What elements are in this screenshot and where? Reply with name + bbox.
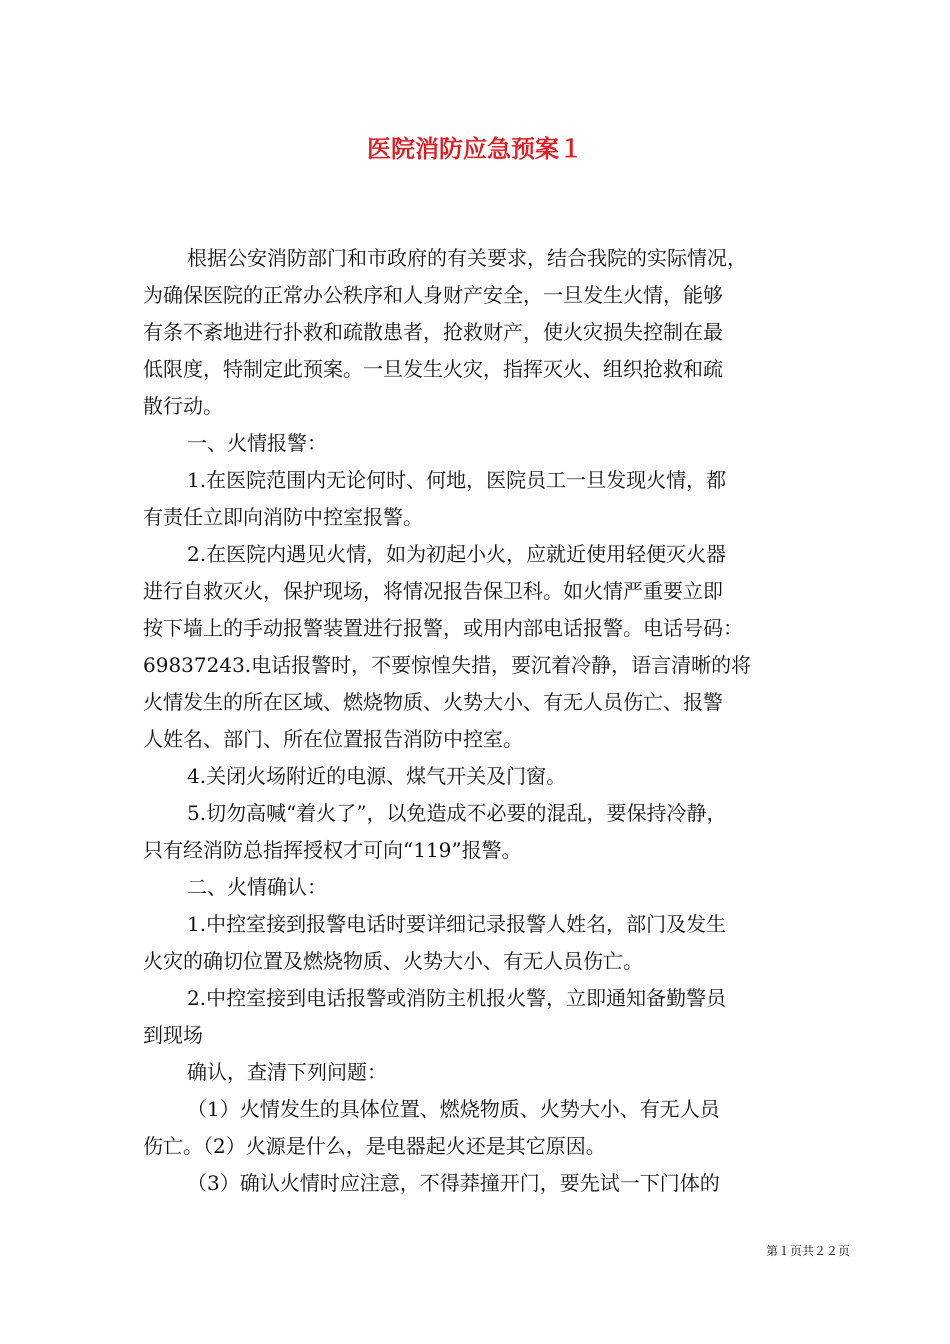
body-line: 1.在医院范围内无论何时、何地，医院员工一旦发现火情，都 (187, 468, 727, 492)
document-title: 医院消防应急预案１ (367, 134, 583, 163)
body-line: 进行自救灭火，保护现场，将情况报告保卫科。如火情严重要立即 (143, 579, 723, 603)
body-line: 只有经消防总指挥授权才可向“119”报警。 (143, 838, 522, 862)
body-line: （1）火情发生的具体位置、燃烧物质、火势大小、有无人员 (187, 1097, 720, 1121)
body-line: 4.关闭火场附近的电源、煤气开关及门窗。 (187, 764, 567, 788)
body-line: 根据公安消防部门和市政府的有关要求，结合我院的实际情况， (187, 246, 747, 270)
page-footer: 第１页共２２页 (765, 1244, 850, 1258)
body-line: 人姓名、部门、所在位置报告消防中控室。 (143, 727, 523, 751)
body-line: 火灾的确切位置及燃烧物质、火势大小、有无人员伤亡。 (143, 949, 643, 973)
body-line: 5.切勿高喊“着火了”，以免造成不必要的混乱，要保持冷静， (187, 801, 727, 825)
body-line: 确认，查清下列问题： (187, 1060, 387, 1084)
body-line: 1.中控室接到报警电话时要详细记录报警人姓名，部门及发生 (187, 912, 727, 936)
body-line: 一、火情报警： (187, 431, 327, 455)
body-line: 2.在医院内遇见火情，如为初起小火，应就近使用轻便灭火器 (187, 542, 727, 566)
body-line: 到现场 (143, 1023, 203, 1047)
body-line: 69837243.电话报警时，不要惊惶失措，要沉着冷静，语言清晰的将 (143, 653, 752, 677)
body-line: 散行动。 (143, 394, 223, 418)
body-line: 为确保医院的正常办公秩序和人身财产安全，一旦发生火情，能够 (143, 283, 723, 307)
body-line: 有责任立即向消防中控室报警。 (143, 505, 423, 529)
body-line: 二、火情确认： (187, 875, 327, 899)
body-line: 低限度，特制定此预案。一旦发生火灾，指挥灭火、组织抢救和疏 (143, 357, 723, 381)
body-line: 有条不紊地进行扑救和疏散患者，抢救财产，使火灾损失控制在最 (143, 320, 723, 344)
body-line: （3）确认火情时应注意，不得莽撞开门，要先试一下门体的 (187, 1171, 720, 1195)
body-line: 2.中控室接到电话报警或消防主机报火警，立即通知备勤警员 (187, 986, 727, 1010)
body-line: 火情发生的所在区域、燃烧物质、火势大小、有无人员伤亡、报警 (143, 690, 723, 714)
body-line: 按下墙上的手动报警装置进行报警，或用内部电话报警。电话号码： (143, 616, 743, 640)
body-line: 伤亡。（2）火源是什么，是电器起火还是其它原因。 (143, 1134, 606, 1158)
document-body (143, 240, 823, 1202)
